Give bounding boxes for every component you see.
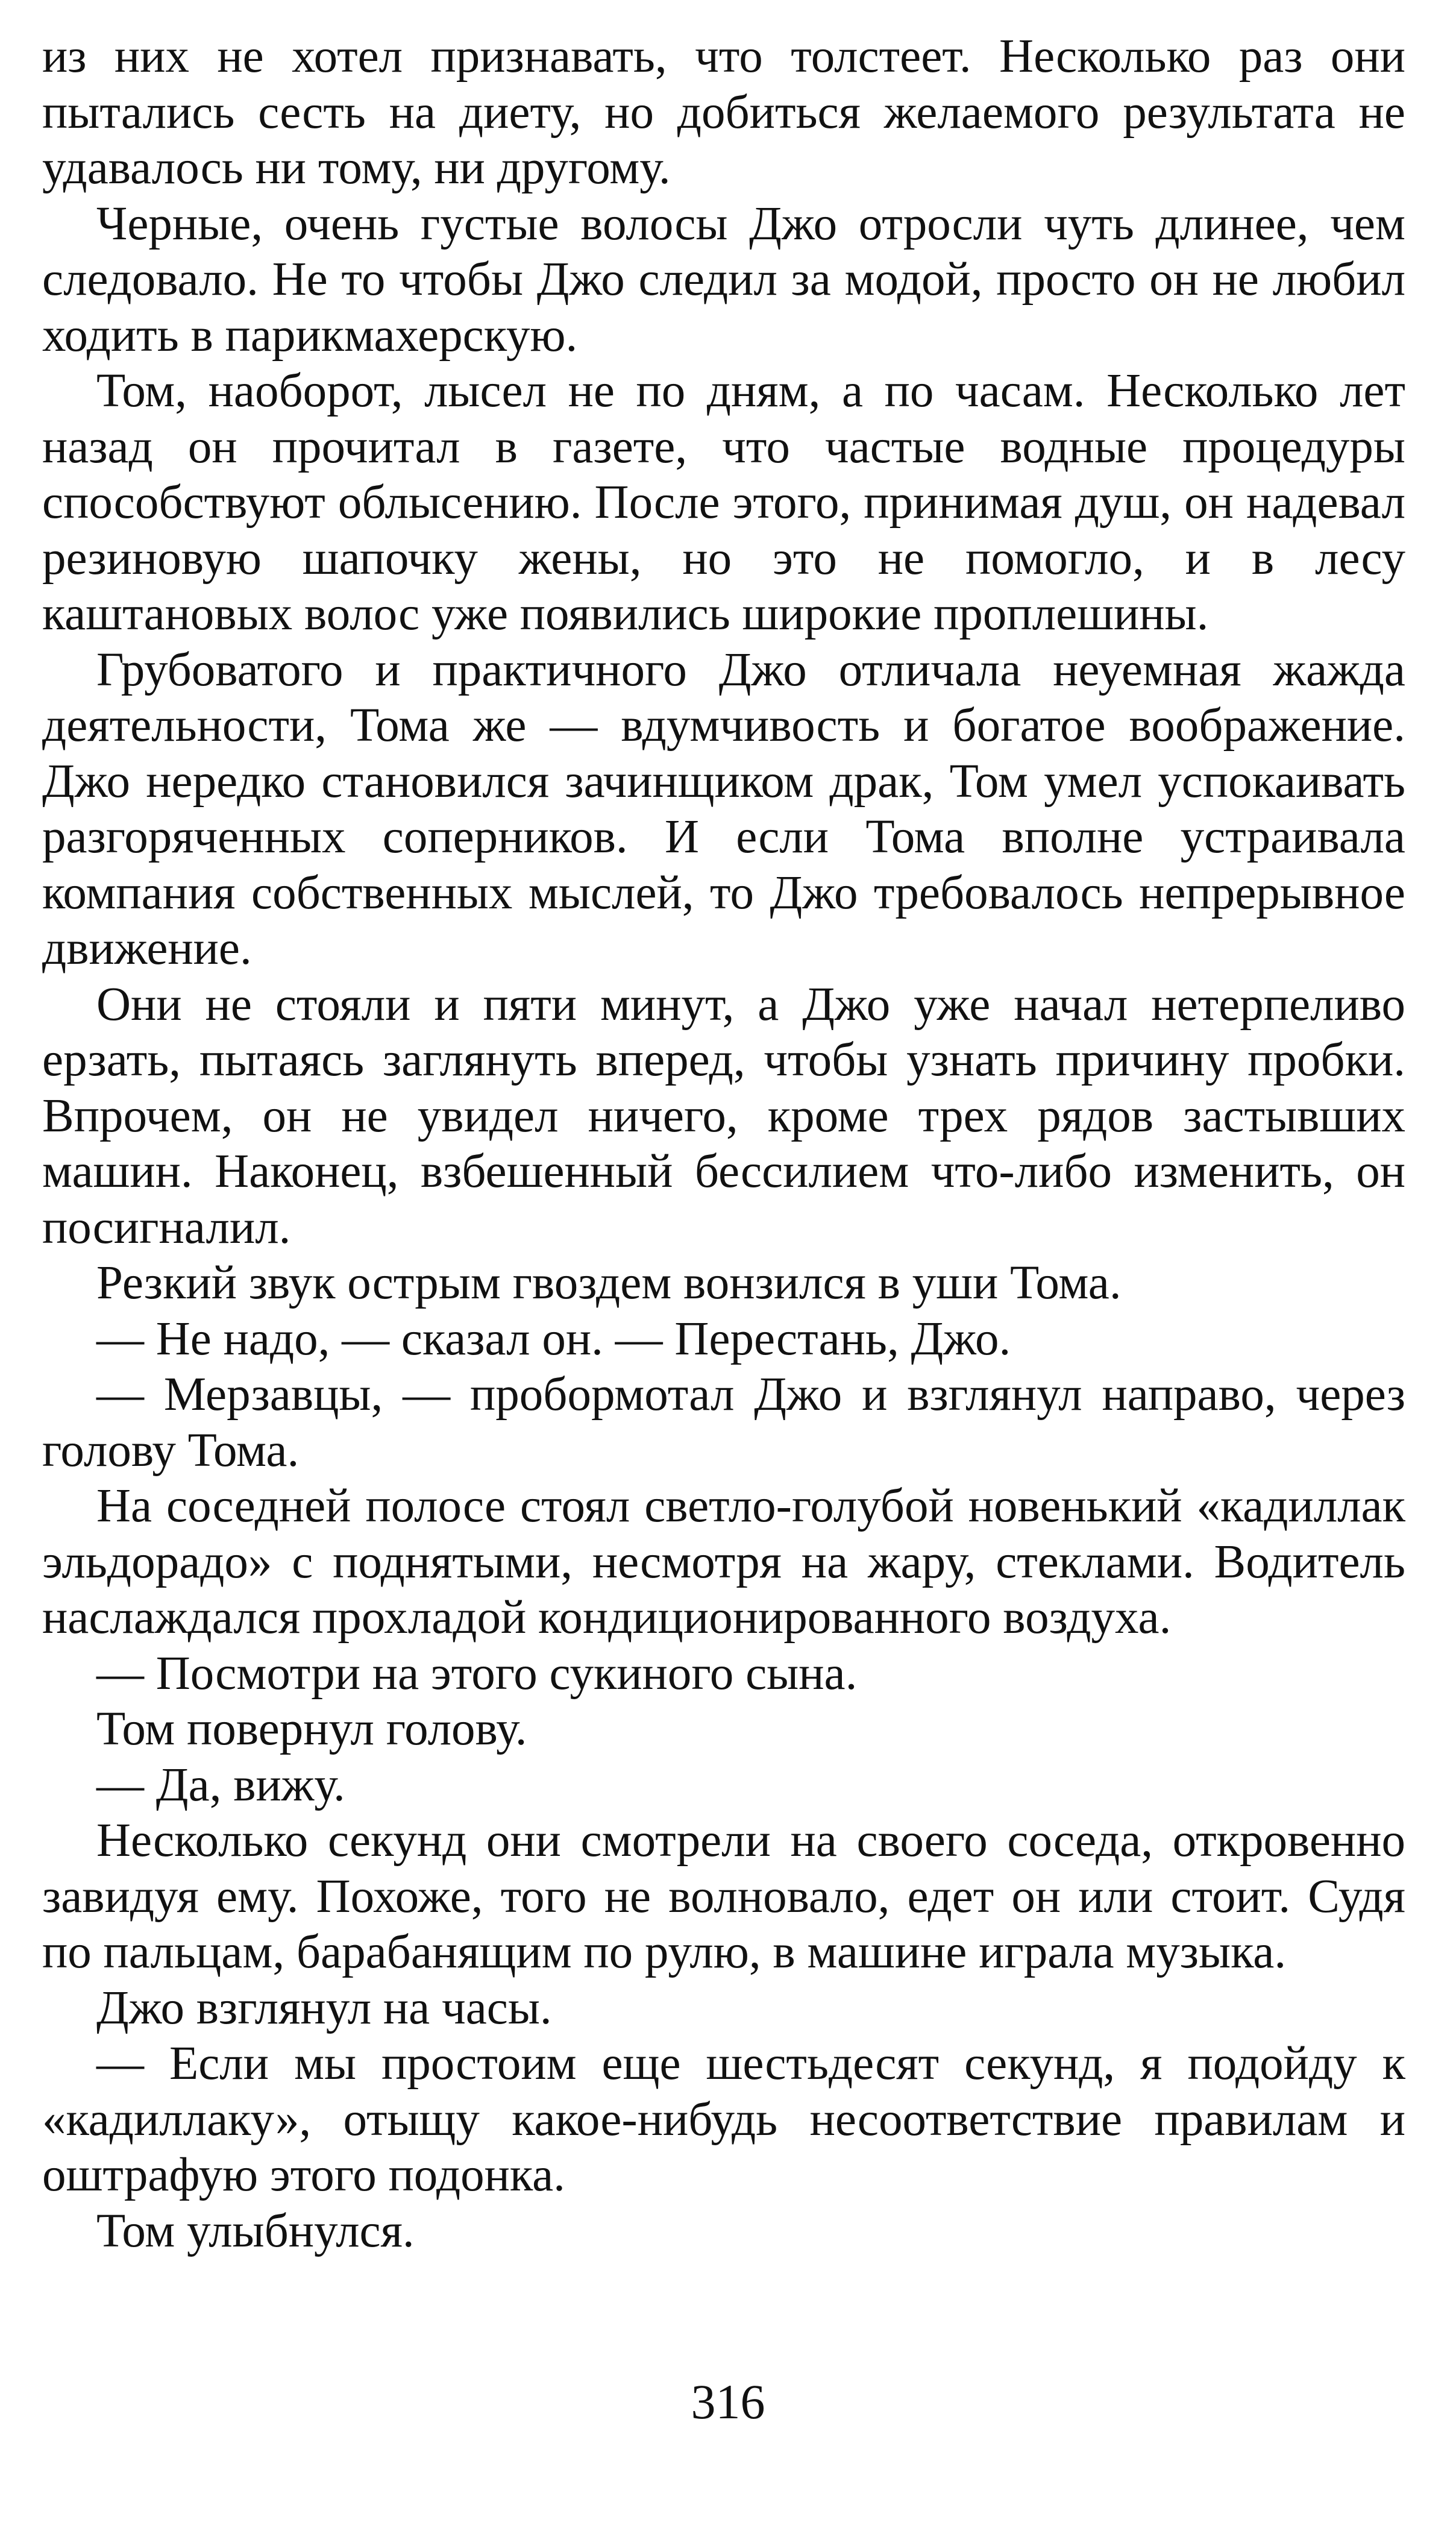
paragraph-16: Том улыбнулся. — [96, 2204, 415, 2257]
paragraph-11: Том повернул голову. — [96, 1703, 527, 1755]
book-page-text — [42, 29, 1405, 2259]
paragraph-1: из них не хотел признавать, что толстеет. Несколько раз они пытались сесть на диету, но добиться желаемого результата не удавалось ни тому, ни другому. — [42, 30, 1405, 194]
paragraph-4: Грубоватого и практичного Джо отличала неуемная жажда деятельности, Тома же — вдумчивость и богатое воображение. Джо нередко становился зачинщиком драк, Том умел успокаивать разгоряченных соперников. И если Тома вполне устраивала компания собственных мыслей, то Джо требовалось непрерывное движение. — [42, 643, 1405, 975]
paragraph-6: Резкий звук острым гвоздем вонзился в уши Тома. — [96, 1257, 1122, 1309]
paragraph-15: — Если мы простоим еще шестьдесят секунд, я подойду к «кадиллаку», отыщу какое-нибудь несоответствие правилам и оштрафую этого подонка. — [42, 2037, 1405, 2201]
paragraph-7: — Не надо, — сказал он. — Перестань, Джо. — [96, 1312, 1011, 1365]
paragraph-2: Черные, очень густые волосы Джо отросли чуть длинее, чем следовало. Не то чтобы Джо следил за модой, просто он не любил ходить в парикмахерскую. — [42, 197, 1405, 362]
paragraph-10: — Посмотри на этого сукиного сына. — [96, 1647, 858, 1700]
paragraph-8: — Мерзавцы, — пробормотал Джо и взглянул направо, через голову Тома. — [42, 1368, 1405, 1477]
paragraph-3: Том, наоборот, лысел не по дням, а по часам. Несколько лет назад он прочитал в газете, что частые водные процедуры способствуют облысению. После этого, принимая душ, он надевал резиновую шапочку жены, но это не помогло, и в лесу каштановых волос уже появились широкие проплешины. — [42, 365, 1405, 640]
paragraph-5: Они не стояли и пяти минут, а Джо уже начал нетерпеливо ерзать, пытаясь заглянуть вперед, чтобы узнать причину пробки. Впрочем, он не увидел ничего, кроме трех рядов застывших машин. Наконец, взбешенный бессилием что-либо изменить, он посигналил. — [42, 978, 1405, 1254]
paragraph-12: — Да, вижу. — [96, 1758, 345, 1811]
page-number: 316 — [691, 2374, 765, 2429]
paragraph-9: На соседней полосе стоял светло-голубой новенький «кадиллак эльдорадо» с поднятыми, несмотря на жару, стеклами. Водитель наслаждался прохладой кондиционированного воздуха. — [42, 1480, 1405, 1644]
paragraph-14: Джо взглянул на часы. — [96, 1981, 552, 2034]
paragraph-13: Несколько секунд они смотрели на своего соседа, откровенно завидуя ему. Похоже, того не волновало, едет он или стоит. Судя по пальцам, барабанящим по рулю, в машине играла музыка. — [42, 1814, 1405, 1978]
